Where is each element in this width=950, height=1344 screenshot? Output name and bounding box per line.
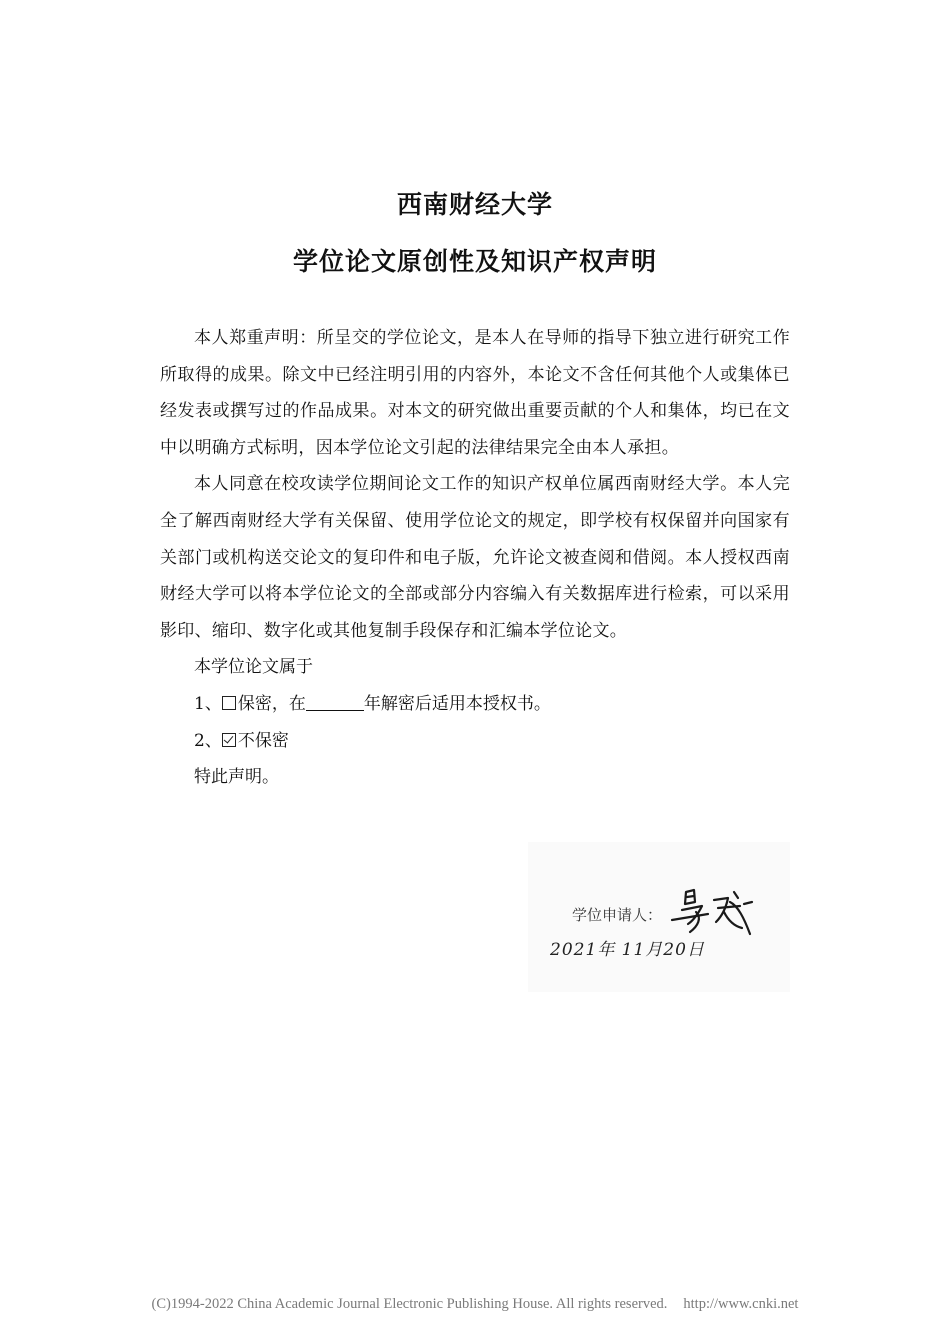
copyright-notice: (C)1994-2022 China Academic Journal Electronic Publishing House. All rights reserved. bbox=[151, 1296, 668, 1312]
declaration-title: 学位论文原创性及知识产权声明 bbox=[292, 247, 657, 276]
option-2-label: 不保密 bbox=[237, 730, 289, 751]
declaration-body bbox=[160, 320, 790, 796]
option-1-label: 保密，在 bbox=[237, 693, 306, 714]
not-confidential-checkbox bbox=[222, 733, 236, 747]
ip-paragraph: 本人同意在校攻读学位期间论文工作的知识产权单位属西南财经大学。本人完全了解西南财经大学有关保留、使用学位论文的规定，即学校有权保留并向国家有关部门或机构送交论文的复印件和电子版，允许论文被查阅和借阅。本人授权西南财经大学可以将本学位论文的全部或部分内容编入有关数据库进行检索，可以采用影印、缩印、数字化或其他复制手段保存和汇编本学位论文。 bbox=[160, 474, 790, 641]
closing-statement: 特此声明。 bbox=[194, 767, 279, 788]
option-1-number: 1、 bbox=[194, 693, 222, 714]
belongs-to-label: 本学位论文属于 bbox=[194, 657, 313, 678]
option-1-suffix: 年解密后适用本授权书。 bbox=[363, 693, 551, 714]
option-not-confidential bbox=[160, 723, 790, 760]
originality-paragraph: 本人郑重声明：所呈交的学位论文，是本人在导师的指导下独立进行研究工作所取得的成果。除文中已经注明引用的内容外，本论文不含任何其他个人或集体已经发表或撰写过的作品成果。对本文的研究做出重要贡献的个人和集体，均已在文中以明确方式标明，因本学位论文引起的法律结果完全由本人承担。 bbox=[160, 328, 790, 458]
applicant-label: 学位申请人： bbox=[572, 906, 663, 924]
university-title: 西南财经大学 bbox=[396, 190, 553, 219]
year-blank bbox=[306, 692, 364, 711]
page-footer bbox=[0, 1296, 950, 1313]
confidential-checkbox bbox=[222, 696, 236, 710]
option-confidential bbox=[160, 686, 790, 723]
cnki-url: http://www.cnki.net bbox=[683, 1296, 799, 1312]
signature-date: 2021年 11月20日 bbox=[550, 940, 705, 960]
option-2-number: 2、 bbox=[194, 730, 222, 751]
signature-block bbox=[528, 842, 790, 992]
